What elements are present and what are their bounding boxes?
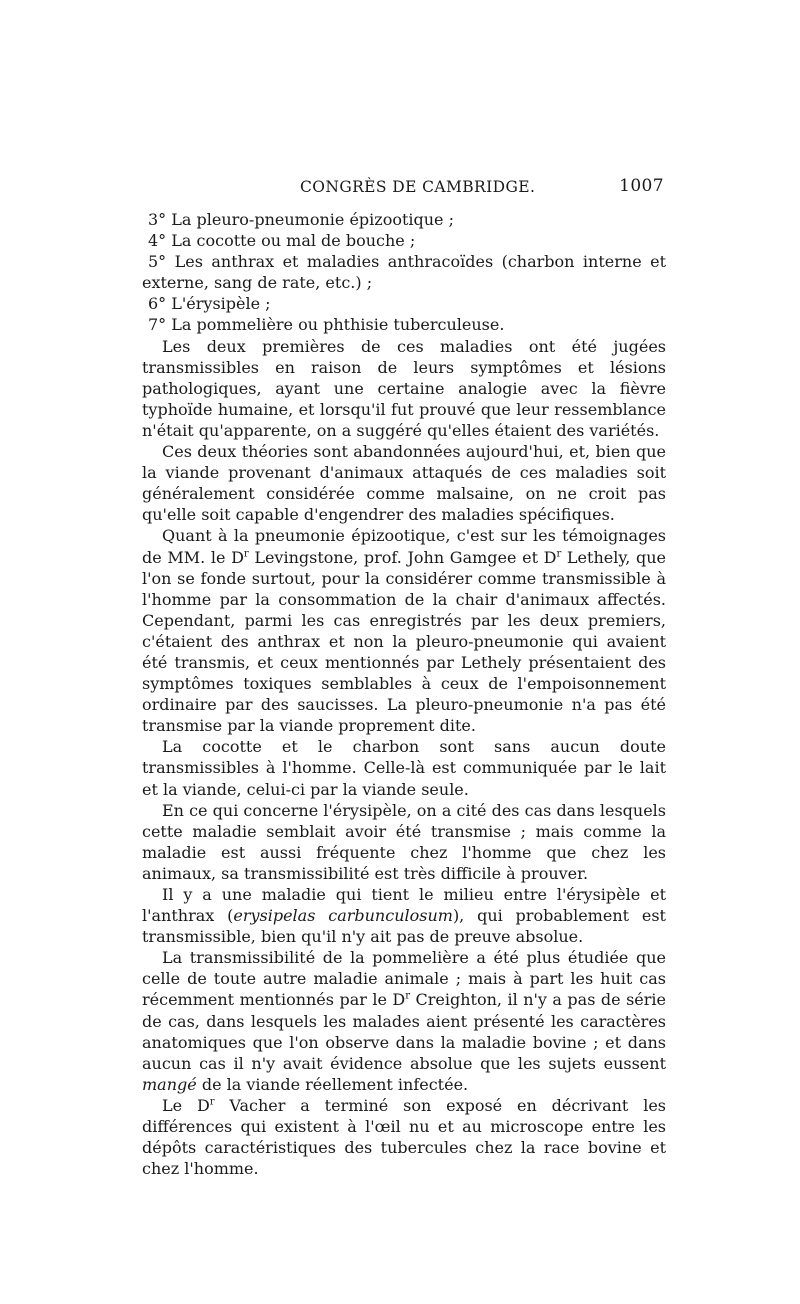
text-run: Levingstone, prof. John Gamgee et D bbox=[248, 547, 557, 567]
superscript: r bbox=[405, 991, 411, 1003]
text-run: Creighton, il n'y a pas de série de cas, dans lesquels les malades aient présenté les caractères anatomiques que l'on observe dans la maladie bovine ; et dans aucun cas il n'y avait évidence absolue que les sujets eussent bbox=[142, 990, 666, 1073]
page-number: 1007 bbox=[619, 176, 664, 196]
body-text bbox=[142, 209, 666, 1179]
paragraph bbox=[142, 947, 666, 1095]
superscript: r bbox=[209, 1096, 215, 1108]
list-item: 4° La cocotte ou mal de bouche ; bbox=[148, 231, 416, 251]
superscript: r bbox=[243, 548, 249, 560]
running-title: CONGRÈS DE CAMBRIDGE. bbox=[300, 178, 536, 196]
running-header bbox=[138, 176, 672, 202]
paragraph: En ce qui concerne l'érysipèle, on a cité des cas dans lesquels cette maladie semblait avoir été transmise ; mais comme la maladie est aussi fréquente chez l'homme que chez les animaux, sa transmissibilité est très difficile à prouver. bbox=[142, 800, 666, 883]
paragraph: Les deux premières de ces maladies ont été jugées transmissibles en raison de leurs symptômes et lésions pathologiques, ayant une certaine analogie avec la fièvre typhoïde humaine, et lorsqu'il fut prouvé que leur ressemblance n'était qu'apparente, on a suggéré qu'elles étaient des variétés. bbox=[142, 336, 666, 440]
list-item: 3° La pleuro-pneumonie épizootique ; bbox=[148, 210, 454, 229]
paragraph: Ces deux théories sont abandonnées aujourd'hui, et, bien que la viande provenant d'animaux attaqués de ces maladies soit généralement considérée comme malsaine, on ne croit pas qu'elle soit capable d'engendrer des maladies spécifiques. bbox=[142, 442, 666, 525]
list-item: 5° Les anthrax et maladies anthracoïdes (charbon interne et externe, sang de rate, etc.) ; bbox=[142, 252, 666, 293]
text-run: ), qui probablement est transmissible, bien qu'il n'y ait pas de preuve absolue. bbox=[142, 906, 666, 947]
text-run: Quant à la pneumonie épizootique, c'est sur les témoignages de MM. le D bbox=[142, 526, 666, 567]
text-run: Il y a une maladie qui tient le milieu entre l'érysipèle et l'anthrax ( bbox=[142, 885, 666, 926]
text-run: Le D bbox=[162, 1095, 210, 1115]
superscript: r bbox=[556, 548, 562, 560]
italic-term: erysipelas carbunculosum bbox=[233, 906, 453, 926]
italic-term: mangé bbox=[142, 1074, 197, 1094]
text-run: La transmissibilité de la pommelière a été plus étudiée que celle de toute autre maladie animale ; mais à part les huit cas récemment mentionnés par le D bbox=[142, 948, 666, 1010]
list-item: 7° La pommelière ou phthisie tuberculeuse. bbox=[148, 315, 505, 335]
paragraph bbox=[142, 1095, 666, 1179]
text-run: Lethely, que l'on se fonde surtout, pour la considérer comme transmissible à l'homme par la consommation de la chair d'animaux affectés. Cependant, parmi les cas enregistrés par les deux premiers, c'étaient des anthrax et non la pleuro-pneumonie qui avaient été transmis, et ceux mentionnés par Lethely présentaient des symptômes toxiques semblables à ceux de l'empoisonnement ordinaire par des saucisses. La pleuro-pneumonie n'a pas été transmise par la viande proprement dite. bbox=[142, 547, 666, 736]
text-run: Vacher a terminé son exposé en décrivant les différences qui existent à l'œil nu et au microscope entre les dépôts caractéristiques des tubercules chez la race bovine et chez l'homme. bbox=[142, 1095, 667, 1179]
paragraph bbox=[142, 525, 666, 736]
text-run: de la viande réellement infectée. bbox=[196, 1074, 469, 1094]
list-item: 6° L'érysipèle ; bbox=[148, 294, 271, 314]
paragraph bbox=[142, 884, 666, 947]
paragraph: La cocotte et le charbon sont sans aucun doute transmissibles à l'homme. Celle-là est communiquée par le lait et la viande, celui-ci par la viande seule. bbox=[142, 737, 666, 799]
